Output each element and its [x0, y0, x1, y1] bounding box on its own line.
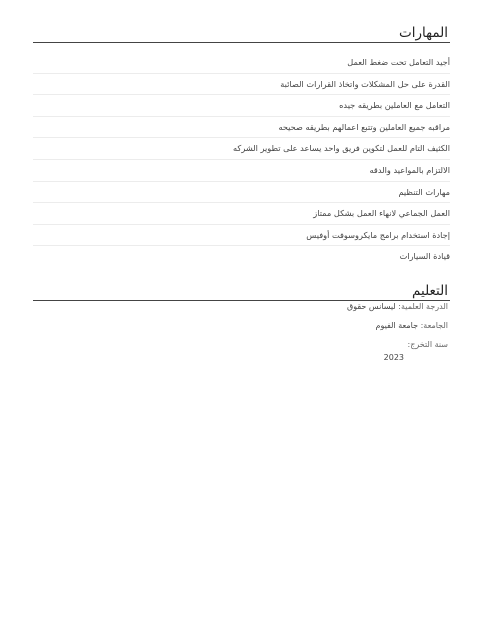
degree-value: ليسانس حقوق — [347, 302, 396, 311]
university-label: الجامعة: — [420, 321, 448, 330]
skill-item: العمل الجماعي لانهاء العمل بشكل ممتاز — [33, 203, 450, 225]
university-line — [375, 320, 448, 332]
education-heading: التعليم — [412, 283, 448, 299]
skill-item: التعامل مع العاملين بطريقه جيده — [33, 95, 450, 117]
degree-line — [347, 301, 448, 313]
skill-item: إجادة استخدام برامج مايكروسوفت أوفيس — [33, 225, 450, 247]
skills-heading: المهارات — [399, 25, 448, 41]
skill-item: مراقبه جميع العاملين وتتبع اعمالهم بطريقه صحيحه — [33, 117, 450, 139]
degree-label: الدرجة العلمية: — [398, 302, 448, 311]
skill-item: الكثيف التام للعمل لتكوين فريق واحد يساعد على تطوير الشركه — [33, 138, 450, 160]
graduation-label: سنة التخرج: — [407, 340, 448, 349]
skill-item: أجيد التعامل تحت ضغط العمل — [33, 52, 450, 74]
skill-item: مهارات التنظيم — [33, 182, 450, 204]
skill-item: القدرة على حل المشكلات واتخاذ القرارات الصائبة — [33, 74, 450, 96]
skill-item: الالتزام بالمواعيد والدقه — [33, 160, 450, 182]
skill-item: قيادة السيارات — [399, 251, 450, 262]
graduation-year: 2023 — [383, 353, 404, 362]
skills-divider — [33, 42, 450, 43]
graduation-line — [408, 339, 448, 351]
skills-list — [33, 52, 450, 267]
university-value: جامعة الفيوم — [375, 321, 419, 330]
